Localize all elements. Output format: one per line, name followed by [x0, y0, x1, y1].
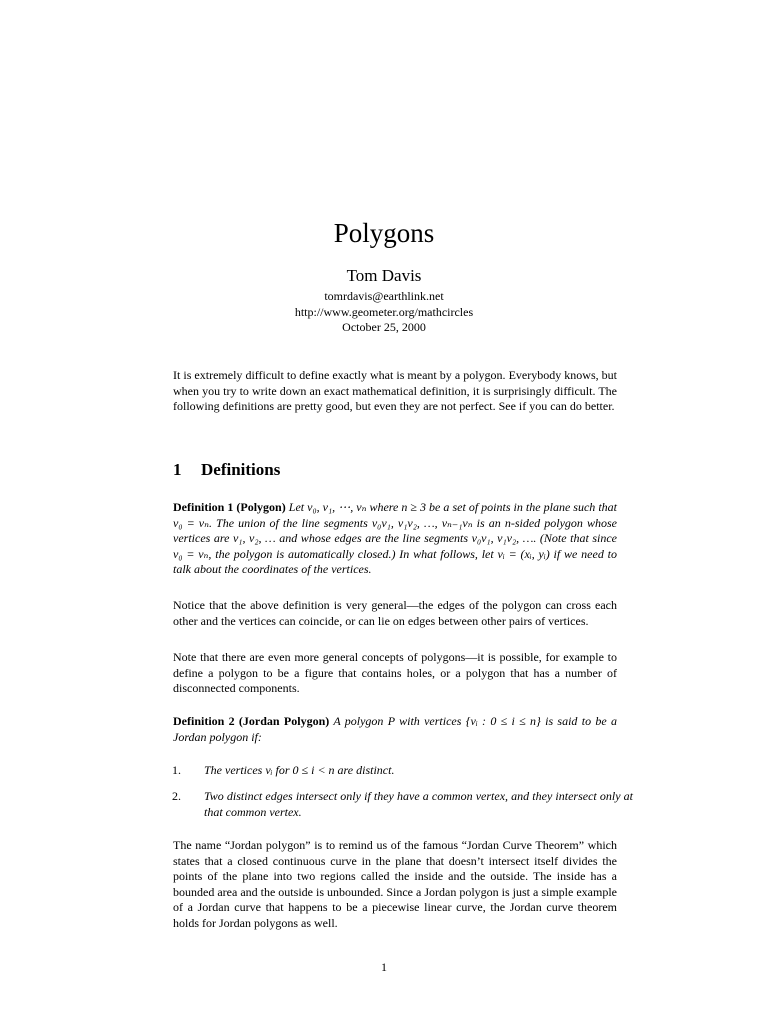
section-title: Definitions [201, 460, 281, 479]
section-heading [173, 460, 280, 480]
list-item-number: 2. [172, 789, 181, 803]
list-item [172, 763, 633, 779]
list-item [172, 789, 633, 820]
definition-2 [173, 714, 617, 745]
paragraph-general-concepts: Note that there are even more general concepts of polygons—it is possible, for example to define a polygon to be a figure that contains holes, or a polygon that has a number of disconnected components. [173, 650, 617, 695]
author-name: Tom Davis [346, 266, 422, 285]
definition-1 [173, 500, 617, 578]
abstract-paragraph: It is extremely difficult to define exactly what is meant by a polygon. Everybody knows, but when you try to write down an exact mathematical definition, it is surprisingly difficult. The following definitions are pretty good, but even they are not perfect. See if you can do better. [173, 368, 617, 413]
definition-2-text: A polygon P with vertices {vᵢ : 0 ≤ i ≤ n} is said to be a Jordan polygon if: [173, 714, 617, 744]
list-item-text: The vertices vᵢ for 0 ≤ i < n are distinct. [204, 763, 395, 777]
author-email: tomrdavis@earthlink.net [324, 289, 444, 303]
paper-date: October 25, 2000 [342, 320, 426, 334]
definition-2-label: Definition 2 (Jordan Polygon) [173, 714, 330, 728]
paragraph-general-definition: Notice that the above definition is very general—the edges of the polygon can cross each other and the vertices can coincide, or can lie on edges between other pairs of vertices. [173, 598, 617, 628]
author-url: http://www.geometer.org/mathcircles [294, 305, 474, 319]
list-item-text: Two distinct edges intersect only if they have a common vertex, and they intersect only at that common vertex. [204, 789, 633, 819]
definition-1-label: Definition 1 (Polygon) [173, 500, 286, 514]
list-item-number: 1. [172, 763, 181, 777]
paper-title: Polygons [333, 218, 435, 248]
definition-1-text: Let v₀, v₁, ⋯, vₙ where n ≥ 3 be a set of points in the plane such that v₀ = vₙ. The union of the line segments v₀v₁, v₁v₂, …, vₙ₋₁vₙ is an n-sided polygon whose vertices are v₁, v₂, … and whose edges are the line segments v₀v₁, v₁v₂, …. (Note that since v₀ = vₙ, the polygon is automatically closed.) In what follows, let vᵢ = (xᵢ, yᵢ) if we need to talk about the coordinates of the vertices. [173, 500, 618, 576]
page-number: 1 [381, 960, 387, 974]
section-number: 1 [173, 460, 182, 479]
paragraph-jordan-curve: The name “Jordan polygon” is to remind us of the famous “Jordan Curve Theorem” which states that a closed continuous curve in the plane that doesn’t intersect itself divides the points of the plane into two regions called the inside and the outside. The inside has a bounded area and the outside is unbounded. Since a Jordan polygon is just a simple example of a Jordan curve that happens to be a piecewise linear curve, the Jordan curve theorem holds for Jordan polygons as well. [173, 838, 617, 930]
